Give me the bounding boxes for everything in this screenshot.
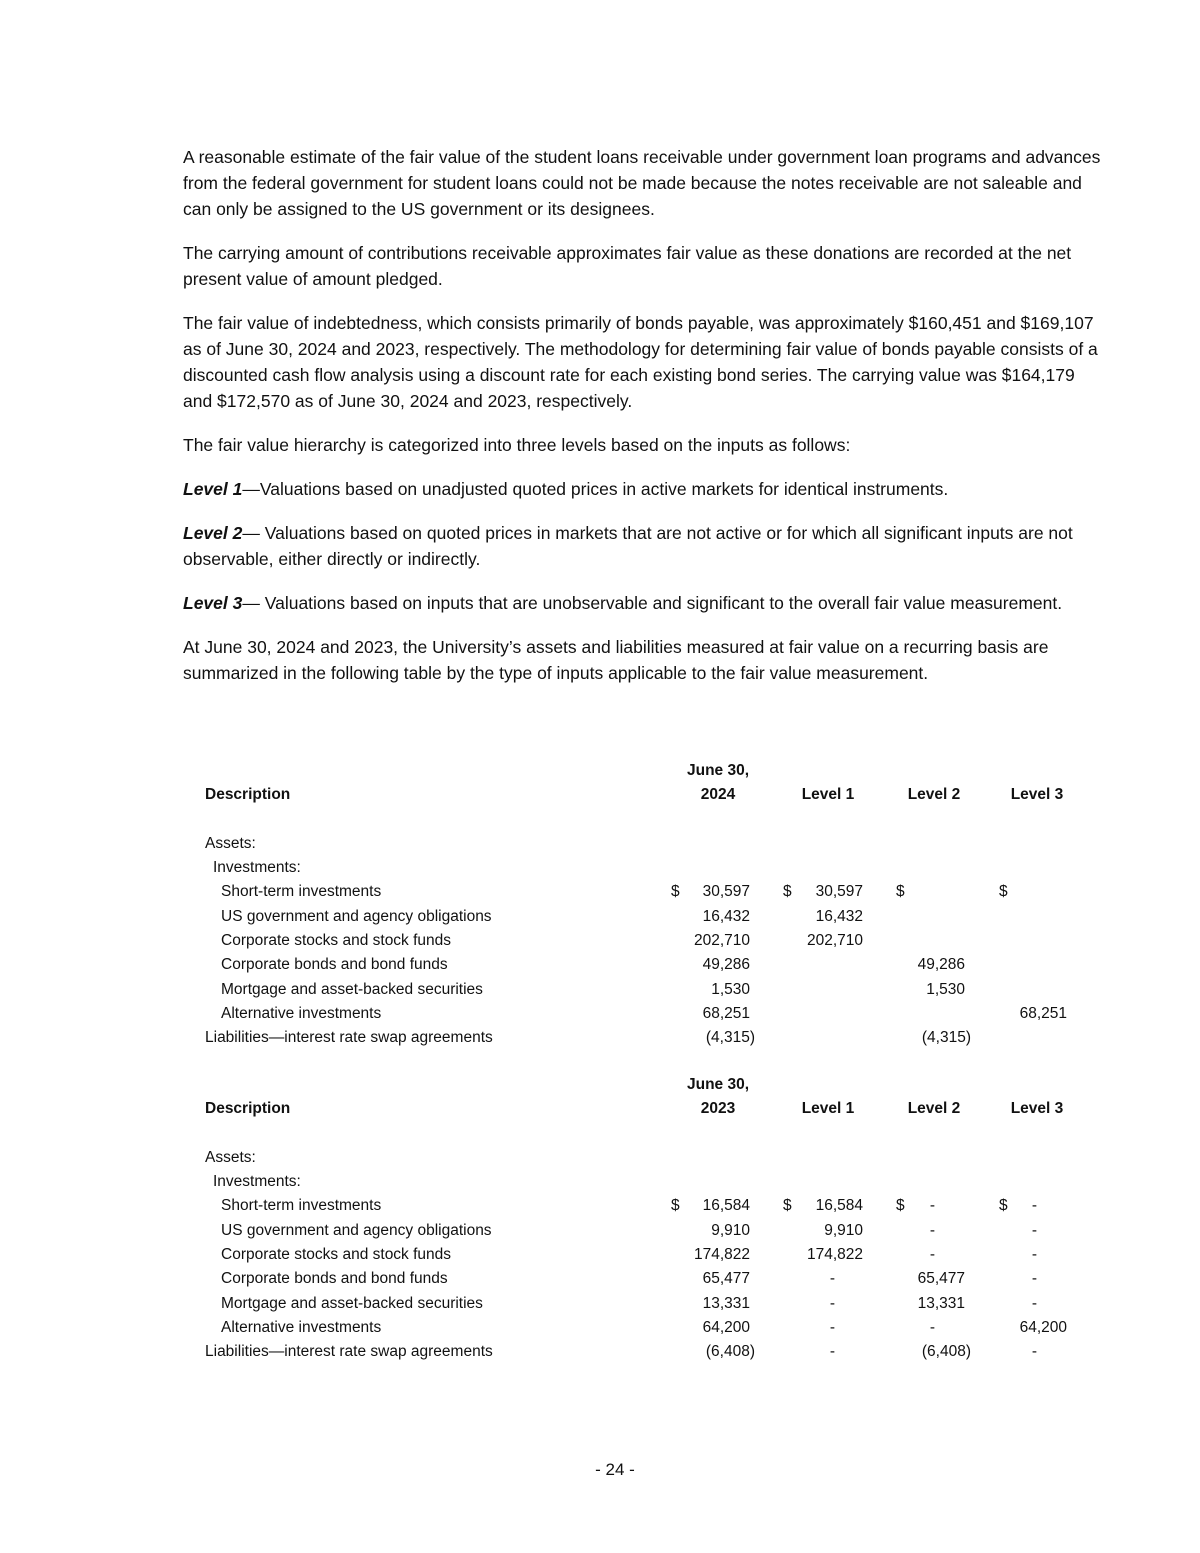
description-header: Description xyxy=(205,786,291,804)
table-row xyxy=(205,956,1085,980)
total-value: 65,477 xyxy=(702,1270,750,1288)
table-row xyxy=(205,1246,1085,1270)
total-value: 174,822 xyxy=(693,1246,750,1264)
total-value: 16,432 xyxy=(702,907,750,925)
level-3-value: 68,251 xyxy=(1019,1004,1067,1022)
level-2-header: Level 2 xyxy=(907,786,961,804)
total-value: 13,331 xyxy=(702,1294,750,1312)
level-1-value: 174,822 xyxy=(806,1246,863,1264)
total-value: 64,200 xyxy=(702,1318,750,1336)
table-row xyxy=(205,1222,1085,1246)
level-2-value: - xyxy=(929,1318,935,1336)
date-header-line2: 2023 xyxy=(700,1100,736,1118)
paragraph-level-2 xyxy=(183,520,1108,572)
row-label: Short-term investments xyxy=(221,883,382,901)
row-label: Corporate bonds and bond funds xyxy=(221,1270,448,1288)
paragraph-level-3 xyxy=(183,590,1108,616)
currency-sign: $ xyxy=(896,883,905,901)
level-3-value: - xyxy=(1031,1197,1037,1215)
date-header-line2: 2024 xyxy=(700,786,736,804)
total-value: 202,710 xyxy=(693,932,750,950)
total-value: 16,584 xyxy=(702,1197,750,1215)
row-label: Corporate stocks and stock funds xyxy=(221,932,452,950)
level-3-value: - xyxy=(1031,1246,1037,1264)
level-2-header: Level 2 xyxy=(907,1100,961,1118)
level-2-value: (4,315) xyxy=(921,1029,971,1047)
description-header: Description xyxy=(205,1100,291,1118)
level-2-value: - xyxy=(929,1246,935,1264)
section-row-investments xyxy=(205,1173,1085,1197)
table-header-row xyxy=(205,1100,1085,1124)
level-3-value: 64,200 xyxy=(1019,1318,1067,1336)
level-2-value: (6,408) xyxy=(921,1343,971,1361)
paragraph-hierarchy: The fair value hierarchy is categorized into three levels based on the inputs as follows: xyxy=(183,435,851,455)
level-2-value: 1,530 xyxy=(926,980,965,998)
assets-label: Assets: xyxy=(205,834,256,852)
level-1-header: Level 1 xyxy=(801,1100,855,1118)
table-row-liabilities xyxy=(205,1029,1085,1053)
level-2-text: — Valuations based on quoted prices in markets that are not active or for which all significant inputs are not observable, either directly or indirectly. xyxy=(183,523,1073,569)
level-3-value: - xyxy=(1031,1221,1037,1239)
level-1-value: 202,710 xyxy=(806,932,863,950)
level-1-value: 9,910 xyxy=(824,1221,863,1239)
table-row xyxy=(205,1319,1085,1343)
assets-label: Assets: xyxy=(205,1148,256,1166)
body-text xyxy=(183,144,1108,704)
level-2-value: 65,477 xyxy=(917,1270,965,1288)
fair-value-table-2024 xyxy=(205,762,1085,1054)
row-label: Mortgage and asset-backed securities xyxy=(221,1294,483,1312)
level-1-label: Level 1 xyxy=(183,479,243,499)
date-header-line1: June 30, xyxy=(686,762,750,779)
paragraph-level-1 xyxy=(183,476,1108,502)
currency-sign: $ xyxy=(896,1197,905,1215)
fair-value-table-2023 xyxy=(205,1076,1085,1368)
page-number: - 24 - xyxy=(595,1460,635,1479)
table-row xyxy=(205,908,1085,932)
paragraph-contributions: The carrying amount of contributions receivable approximates fair value as these donations are recorded at the net present value of amount pledged. xyxy=(183,243,1072,289)
total-value: (6,408) xyxy=(705,1343,755,1361)
level-1-value: 16,432 xyxy=(815,907,863,925)
total-value: 30,597 xyxy=(702,883,750,901)
level-3-value: - xyxy=(1031,1343,1037,1361)
row-label: Alternative investments xyxy=(221,1004,382,1022)
level-3-header: Level 3 xyxy=(1010,1100,1064,1118)
level-1-value: 30,597 xyxy=(815,883,863,901)
level-2-value: - xyxy=(929,1197,935,1215)
row-label: Liabilities—interest rate swap agreements xyxy=(205,1029,493,1047)
table-header-row xyxy=(205,762,1085,786)
paragraph-summary: At June 30, 2024 and 2023, the University’s assets and liabilities measured at fair value on a recurring basis are summarized in the following table by the type of inputs applicable to the fair value measurement. xyxy=(183,637,1049,683)
level-2-value: 49,286 xyxy=(917,956,965,974)
row-label: Short-term investments xyxy=(221,1197,382,1215)
table-row xyxy=(205,1270,1085,1294)
investments-label: Investments: xyxy=(213,1173,301,1191)
total-value: 68,251 xyxy=(702,1004,750,1022)
level-3-value: - xyxy=(1031,1294,1037,1312)
row-label: US government and agency obligations xyxy=(221,907,492,925)
level-1-value: - xyxy=(829,1343,835,1361)
row-label: Corporate bonds and bond funds xyxy=(221,956,448,974)
row-label: US government and agency obligations xyxy=(221,1221,492,1239)
level-3-value: - xyxy=(1031,1270,1037,1288)
table-row xyxy=(205,1197,1085,1221)
table-row xyxy=(205,883,1085,907)
level-2-value: 13,331 xyxy=(917,1294,965,1312)
level-3-header: Level 3 xyxy=(1010,786,1064,804)
currency-sign: $ xyxy=(999,883,1008,901)
section-row-investments xyxy=(205,859,1085,883)
level-1-value: - xyxy=(829,1318,835,1336)
level-1-value: - xyxy=(829,1294,835,1312)
row-label: Mortgage and asset-backed securities xyxy=(221,980,483,998)
total-value: 49,286 xyxy=(702,956,750,974)
level-3-text: — Valuations based on inputs that are unobservable and significant to the overall fair value measurement. xyxy=(242,593,1063,613)
total-value: 1,530 xyxy=(711,980,750,998)
section-row-assets xyxy=(205,835,1085,859)
currency-sign: $ xyxy=(999,1197,1008,1215)
investments-label: Investments: xyxy=(213,859,301,877)
currency-sign: $ xyxy=(783,883,792,901)
row-label: Corporate stocks and stock funds xyxy=(221,1246,452,1264)
row-label: Liabilities—interest rate swap agreements xyxy=(205,1343,493,1361)
currency-sign: $ xyxy=(671,1197,680,1215)
currency-sign: $ xyxy=(783,1197,792,1215)
level-1-value: - xyxy=(829,1270,835,1288)
table-row-liabilities xyxy=(205,1343,1085,1367)
paragraph-loans-fair-value: A reasonable estimate of the fair value of the student loans receivable under government loan programs and advances from the federal government for student loans could not be made because the notes receivable are not saleable and can only be assigned to the US government or its designees. xyxy=(183,147,1101,219)
row-label: Alternative investments xyxy=(221,1318,382,1336)
date-header-line1: June 30, xyxy=(686,1076,750,1093)
section-row-assets xyxy=(205,1149,1085,1173)
table-row xyxy=(205,932,1085,956)
table-row xyxy=(205,1295,1085,1319)
level-2-label: Level 2 xyxy=(183,523,243,543)
level-1-text: —Valuations based on unadjusted quoted prices in active markets for identical instruments. xyxy=(242,479,949,499)
currency-sign: $ xyxy=(671,883,680,901)
table-row xyxy=(205,981,1085,1005)
level-1-header: Level 1 xyxy=(801,786,855,804)
total-value: 9,910 xyxy=(711,1221,750,1239)
total-value: (4,315) xyxy=(705,1029,755,1047)
table-row xyxy=(205,1005,1085,1029)
level-2-value: - xyxy=(929,1221,935,1239)
table-header-row xyxy=(205,1076,1085,1100)
level-3-label: Level 3 xyxy=(183,593,243,613)
table-header-row xyxy=(205,786,1085,810)
paragraph-indebtedness: The fair value of indebtedness, which consists primarily of bonds payable, was approximately $160,451 and $169,107 as of June 30, 2024 and 2023, respectively. The methodology for determining fair value of bonds payable consists of a discounted cash flow analysis using a discount rate for each existing bond series. The carrying value was $164,179 and $172,570 as of June 30, 2024 and 2023, respectively. xyxy=(183,313,1098,411)
level-1-value: 16,584 xyxy=(815,1197,863,1215)
